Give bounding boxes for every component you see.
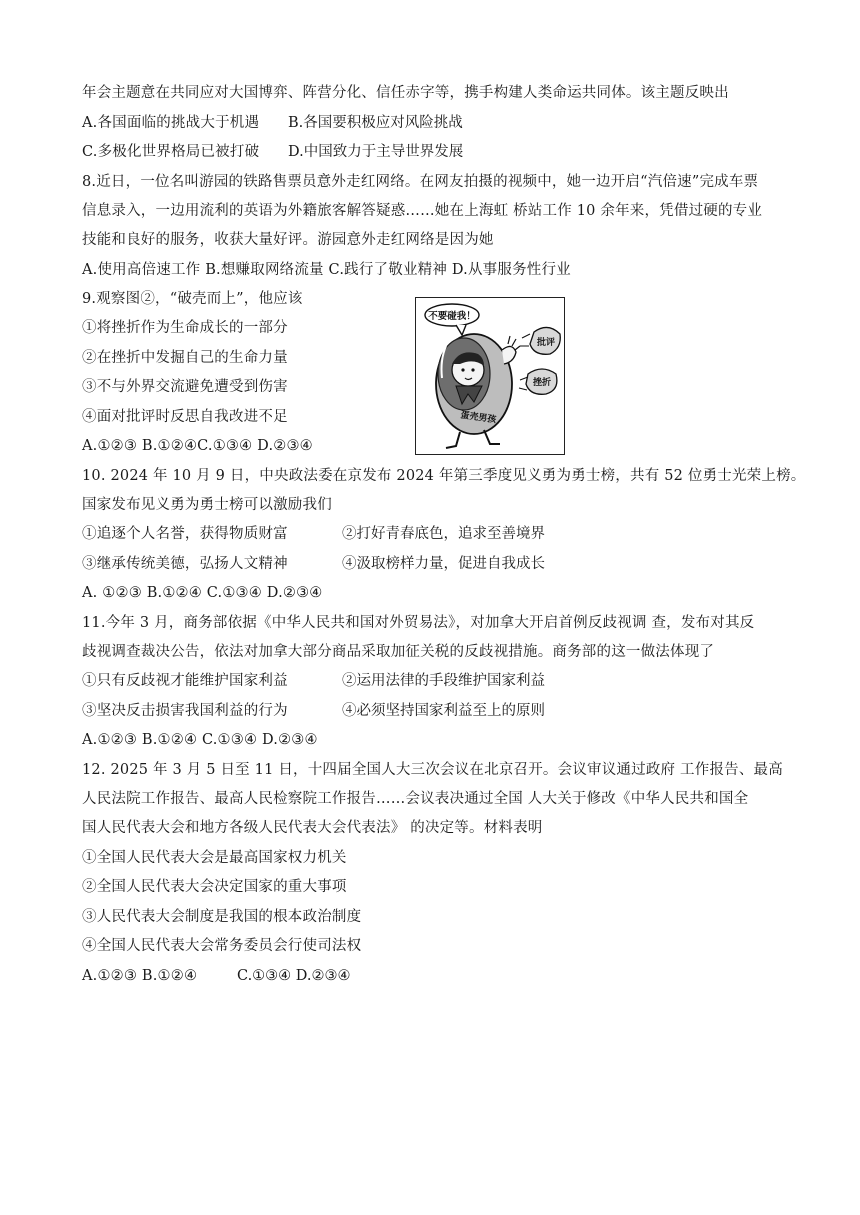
q9-item-2: ②在挫折中发掘自己的生命力量 bbox=[82, 350, 288, 366]
eggshell-boy-cartoon bbox=[415, 297, 565, 455]
q9-item-4: ④面对批评时反思自我改进不足 bbox=[82, 409, 288, 425]
q12-stem-line3: 国人民代表大会和地方各级人民代表大会代表法》 的决定等。材料表明 bbox=[82, 820, 543, 836]
q12-item-4: ④全国人民代表大会常务委员会行使司法权 bbox=[82, 938, 362, 954]
q11-stem-line1: 11.今年 3 月，商务部依据《中华人民共和国对外贸易法》，对加拿大开启首例反歧视调 查，发布对其反 bbox=[82, 615, 755, 631]
q7-option-c: C.多极化世界格局已被打破 bbox=[82, 144, 260, 160]
q7-option-d: D.中国致力于主导世界发展 bbox=[288, 144, 464, 160]
raised-hand bbox=[502, 346, 516, 364]
q10-options: A. ①②③ B.①②④ C.①③④ D.②③④ bbox=[82, 585, 323, 601]
q12-stem-line2: 人民法院工作报告、最高人民检察院工作报告……会议表决通过全国 人大关于修改《中华人民共和国全 bbox=[82, 791, 749, 807]
q11-item-1: ①只有反歧视才能维护国家利益 bbox=[82, 673, 288, 689]
rock-label-setback: 挫折 bbox=[532, 378, 552, 388]
q12-stem-line1: 12. 2025 年 3 月 5 日至 11 日，十四届全国人大三次会议在北京召开。会议审议通过政府 工作报告、最高 bbox=[82, 762, 783, 778]
shell-label: 蛋壳男孩 bbox=[459, 410, 497, 426]
q11-options: A.①②③ B.①②④ C.①③④ D.②③④ bbox=[82, 732, 318, 748]
q12-item-1: ①全国人民代表大会是最高国家权力机关 bbox=[82, 850, 347, 866]
rock-label-criticism: 批评 bbox=[536, 338, 556, 348]
q7-option-b: B.各国要积极应对风险挑战 bbox=[288, 115, 463, 131]
q8-stem-line1: 8.近日，一位名叫游园的铁路售票员意外走红网络。在网友拍摄的视频中，她一边开启“汽倍速”完成车票 bbox=[82, 174, 759, 190]
q12-item-3: ③人民代表大会制度是我国的根本政治制度 bbox=[82, 909, 362, 925]
q11-item-2: ②运用法律的手段维护国家利益 bbox=[342, 673, 545, 689]
q12-options-cd: C.①③④ D.②③④ bbox=[237, 968, 351, 984]
q11-item-3: ③坚决反击损害我国利益的行为 bbox=[82, 703, 288, 719]
q9-stem: 9.观察图②，“破壳而上”，他应该 bbox=[82, 291, 303, 307]
q10-item-4: ④汲取榜样力量，促进自我成长 bbox=[342, 556, 545, 572]
q8-stem-line3: 技能和良好的服务，收获大量好评。游园意外走红网络是因为她 bbox=[82, 232, 494, 248]
q10-stem-line1: 10. 2024 年 10 月 9 日，中央政法委在京发布 2024 年第三季度见义勇为勇士榜，共有 52 位勇士光荣上榜。 bbox=[82, 468, 806, 484]
q10-item-3: ③继承传统美德，弘扬人文精神 bbox=[82, 556, 288, 572]
q10-item-1: ①追逐个人名誉，获得物质财富 bbox=[82, 526, 288, 542]
speech-text: 不要碰我！ bbox=[428, 311, 476, 322]
q11-item-4: ④必须坚持国家利益至上的原则 bbox=[342, 703, 545, 719]
q10-stem-line2: 国家发布见义勇为勇士榜可以激励我们 bbox=[82, 497, 332, 513]
q10-item-2: ②打好青春底色，追求至善境界 bbox=[342, 526, 545, 542]
q7-option-a: A.各国面临的挑战大于机遇 bbox=[82, 115, 260, 131]
q9-item-1: ①将挫折作为生命成长的一部分 bbox=[82, 320, 288, 336]
q9-item-3: ③不与外界交流避免遭受到伤害 bbox=[82, 379, 288, 395]
q11-stem-line2: 歧视调查裁决公告，依法对加拿大部分商品采取加征关税的反歧视措施。商务部的这一做法体现了 bbox=[82, 644, 715, 660]
q12-item-2: ②全国人民代表大会决定国家的重大事项 bbox=[82, 879, 347, 895]
q8-options: A.使用高倍速工作 B.想赚取网络流量 C.践行了敬业精神 D.从事服务性行业 bbox=[82, 262, 571, 278]
q7-stem-tail: 年会主题意在共同应对大国博弈、阵营分化、信任赤字等，携手构建人类命运共同体。该主题反映出 bbox=[82, 85, 729, 101]
q8-stem-line2: 信息录入，一边用流利的英语为外籍旅客解答疑惑……她在上海虹 桥站工作 10 余年来，凭借过硬的专业 bbox=[82, 203, 763, 219]
q9-options: A.①②③ B.①②④C.①③④ D.②③④ bbox=[82, 438, 313, 454]
q12-options-ab: A.①②③ B.①②④ bbox=[82, 968, 198, 984]
